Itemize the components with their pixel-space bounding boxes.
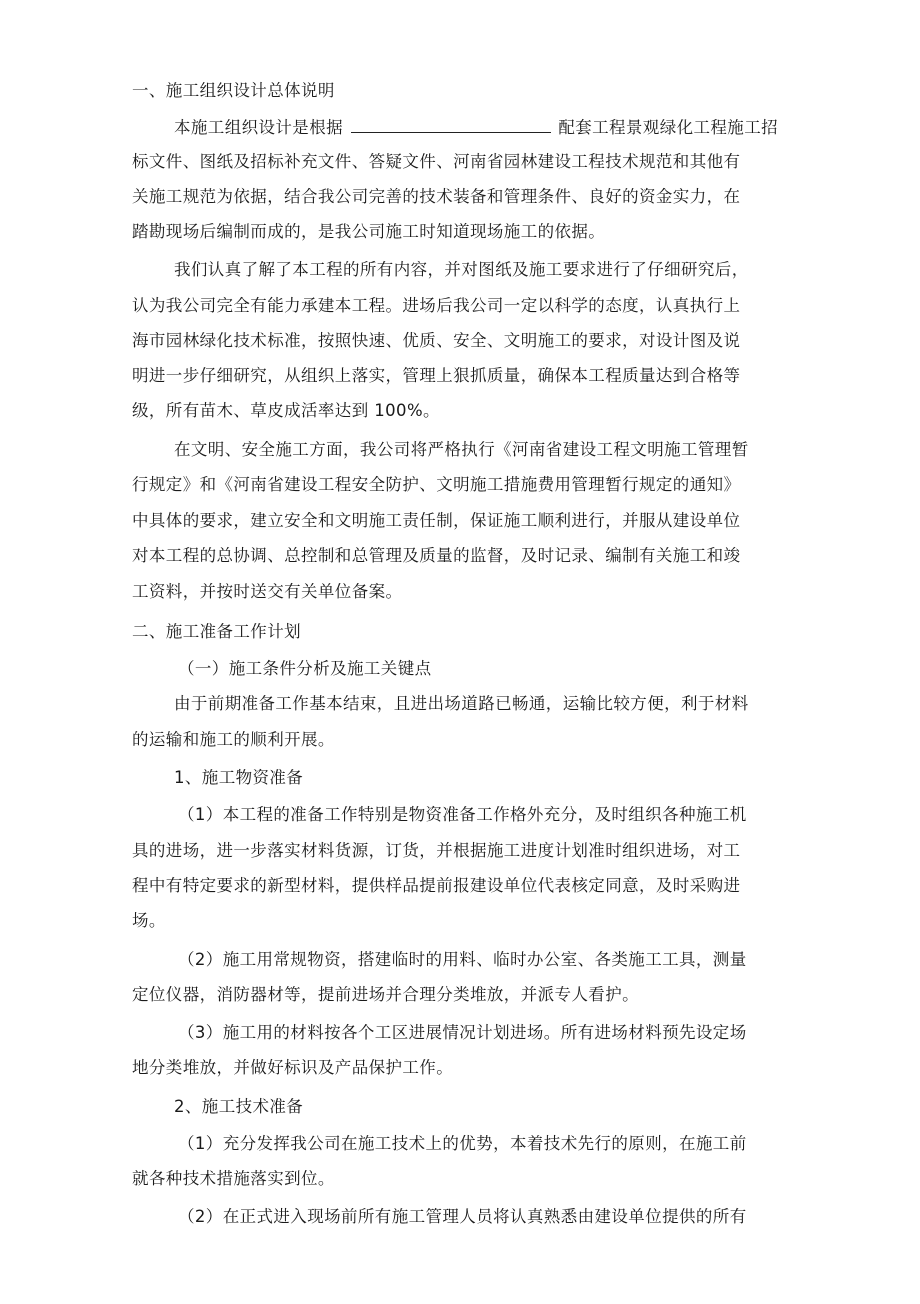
paragraph-line: 关施工规范为依据，结合我公司完善的技术装备和管理条件、良好的资金实力，在 bbox=[132, 187, 741, 206]
paragraph-line: 认为我公司完全有能力承建本工程。进场后我公司一定以科学的态度，认真执行上 bbox=[132, 296, 741, 315]
paragraph-line: 明进一步仔细研究，从组织上落实，管理上狠抓质量，确保本工程质量达到合格等 bbox=[132, 366, 741, 385]
paragraph-line: （3）施工用的材料按各个工区进展情况计划进场。所有进场材料预先设定场 bbox=[178, 1023, 747, 1042]
paragraph-line bbox=[174, 116, 778, 139]
paragraph-text: 本施工组织设计是根据 bbox=[174, 118, 343, 137]
paragraph-line: 海市园林绿化技术标准，按照快速、优质、安全、文明施工的要求，对设计图及说 bbox=[132, 331, 741, 350]
section-heading-preparation: 二、施工准备工作计划 bbox=[132, 622, 301, 641]
paragraph-line: 我们认真了解了本工程的所有内容，并对图纸及施工要求进行了仔细研究后， bbox=[174, 260, 749, 279]
paragraph-line: 定位仪器，消防器材等，提前进场并合理分类堆放，并派专人看护。 bbox=[132, 985, 639, 1004]
paragraph-line: 的运输和施工的顺利开展。 bbox=[132, 730, 335, 749]
paragraph-line: 地分类堆放，并做好标识及产品保护工作。 bbox=[132, 1058, 454, 1077]
paragraph-line: 级，所有苗木、草皮成活率达到 100%。 bbox=[132, 401, 440, 420]
paragraph-line: 程中有特定要求的新型材料，提供样品提前报建设单位代表核定同意，及时采购进 bbox=[132, 876, 741, 895]
section-heading-overall: 一、施工组织设计总体说明 bbox=[132, 81, 335, 100]
paragraph-line: 行规定》和《河南省建设工程安全防护、文明施工措施费用管理暂行规定的通知》 bbox=[132, 475, 741, 494]
paragraph-line: 标文件、图纸及招标补充文件、答疑文件、河南省园林建设工程技术规范和其他有 bbox=[132, 152, 741, 171]
paragraph-line: 由于前期准备工作基本结束，且进出场道路已畅通，运输比较方便，利于材料 bbox=[174, 694, 749, 713]
paragraph-line: 具的进场，进一步落实材料货源，订货，并根据施工进度计划准时组织进场，对工 bbox=[132, 841, 741, 860]
paragraph-line: （2）在正式进入现场前所有施工管理人员将认真熟悉由建设单位提供的所有 bbox=[178, 1207, 747, 1226]
item-heading-materials: 1、施工物资准备 bbox=[174, 768, 304, 787]
paragraph-line: （1）本工程的准备工作特别是物资准备工作格外充分，及时组织各种施工机 bbox=[178, 805, 747, 824]
paragraph-line: 踏勘现场后编制而成的，是我公司施工时知道现场施工的依据。 bbox=[132, 222, 606, 241]
project-name-blank bbox=[351, 116, 551, 133]
paragraph-line: 就各种技术措施落实到位。 bbox=[132, 1169, 335, 1188]
item-heading-technical: 2、施工技术准备 bbox=[174, 1097, 304, 1116]
paragraph-line: 工资料，并按时送交有关单位备案。 bbox=[132, 582, 403, 601]
paragraph-line: （2）施工用常规物资，搭建临时的用料、临时办公室、各类施工工具，测量 bbox=[178, 950, 747, 969]
paragraph-line: 场。 bbox=[132, 911, 166, 930]
paragraph-line: 在文明、安全施工方面，我公司将严格执行《河南省建设工程文明施工管理暂 bbox=[174, 440, 749, 459]
subsection-heading: （一）施工条件分析及施工关键点 bbox=[178, 659, 432, 678]
paragraph-line: 对本工程的总协调、总控制和总管理及质量的监督，及时记录、编制有关施工和竣 bbox=[132, 546, 741, 565]
paragraph-text: 配套工程景观绿化工程施工招 bbox=[558, 118, 779, 137]
paragraph-line: （1）充分发挥我公司在施工技术上的优势，本着技术先行的原则，在施工前 bbox=[178, 1134, 747, 1153]
paragraph-line: 中具体的要求，建立安全和文明施工责任制，保证施工顺利进行，并服从建设单位 bbox=[132, 511, 741, 530]
